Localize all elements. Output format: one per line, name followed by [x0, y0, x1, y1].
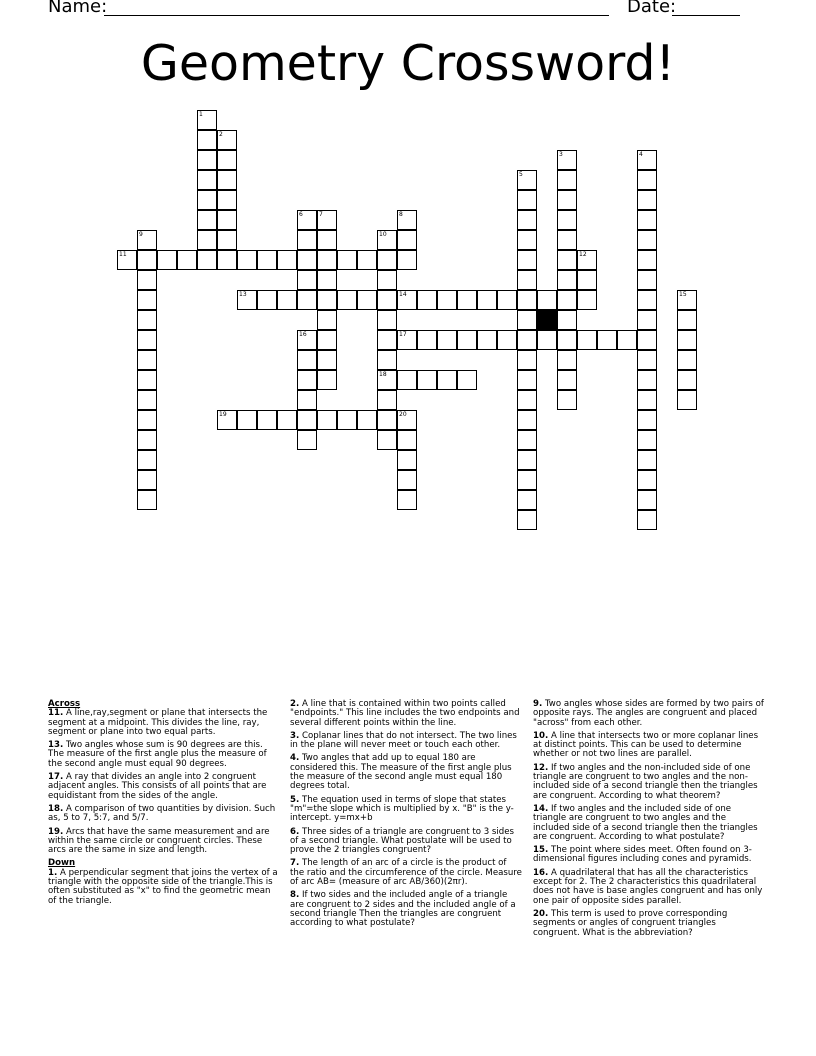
grid-cell[interactable] [517, 310, 537, 330]
grid-cell[interactable] [637, 450, 657, 470]
clue-item [290, 828, 522, 856]
grid-cell[interactable] [377, 290, 397, 310]
grid-cell[interactable] [637, 230, 657, 250]
grid-cell[interactable] [517, 470, 537, 490]
grid-cell[interactable] [377, 410, 397, 430]
grid-cell[interactable] [137, 230, 157, 250]
grid-cell[interactable] [637, 470, 657, 490]
grid-cell[interactable] [317, 250, 337, 270]
clue-item [48, 869, 280, 906]
grid-cell[interactable] [637, 210, 657, 230]
clues-column-1 [48, 700, 280, 910]
clue-item [48, 741, 280, 769]
grid-cell[interactable] [577, 330, 597, 350]
grid-cell[interactable] [397, 470, 417, 490]
grid-cell[interactable] [257, 250, 277, 270]
grid-cell[interactable] [297, 230, 317, 250]
grid-cell[interactable] [417, 330, 437, 350]
grid-cell[interactable] [397, 210, 417, 230]
page-title: Geometry Crossword! [140, 35, 676, 92]
grid-cell[interactable] [557, 370, 577, 390]
grid-cell[interactable] [297, 430, 317, 450]
grid-cell[interactable] [197, 130, 217, 150]
grid-cell[interactable] [437, 330, 457, 350]
grid-cell[interactable] [117, 250, 137, 270]
clue-item [533, 846, 765, 865]
cell-number: 9 [139, 231, 143, 238]
grid-cell[interactable] [557, 270, 577, 290]
clue-item [290, 732, 522, 751]
clue-item [290, 754, 522, 791]
clue-number: 14. [533, 803, 549, 814]
grid-cell[interactable] [557, 390, 577, 410]
grid-cell[interactable] [557, 150, 577, 170]
cell-number: 6 [299, 211, 303, 218]
grid-cell[interactable] [137, 270, 157, 290]
clues-column-3 [533, 700, 765, 942]
grid-cell[interactable] [677, 310, 697, 330]
grid-cell[interactable] [517, 350, 537, 370]
grid-cell[interactable] [377, 350, 397, 370]
grid-cell[interactable] [677, 350, 697, 370]
grid-cell[interactable] [297, 350, 317, 370]
clue-number: 3. [290, 730, 300, 741]
across-clue-list [48, 709, 280, 855]
grid-cell[interactable] [517, 390, 537, 410]
grid-cell[interactable] [557, 350, 577, 370]
clues-column-2 [290, 700, 522, 933]
grid-cell[interactable] [217, 250, 237, 270]
clue-text: Three sides of a triangle are congruent to 3 sides of a second triangle. What postulate will be used to prove the 2 triangles congruent? [290, 826, 514, 856]
clue-text: A line that is contained within two points called "endpoints." This line includes the two endpoints and several different points within the line. [290, 699, 520, 728]
grid-cell[interactable] [337, 410, 357, 430]
cell-number: 8 [399, 211, 403, 218]
clue-text: A quadrilateral that has all the characteristics except for 2. The 2 characteristics this quadrilateral does not have is base angles congruent and has only one pair of opposite sides parallel. [533, 867, 763, 906]
clue-number: 16. [533, 867, 549, 878]
grid-cell[interactable] [277, 410, 297, 430]
clue-text: Arcs that have the same measurement and are within the same circle or congruent circles. These arcs are the same in size and length. [48, 826, 270, 856]
clue-number: 10. [533, 730, 549, 741]
grid-cell[interactable] [197, 210, 217, 230]
grid-cell[interactable] [317, 350, 337, 370]
grid-cell[interactable] [357, 250, 377, 270]
grid-cell[interactable] [557, 170, 577, 190]
grid-cell[interactable] [197, 110, 217, 130]
grid-cell[interactable] [397, 490, 417, 510]
grid-cell[interactable] [217, 130, 237, 150]
grid-cell[interactable] [377, 430, 397, 450]
grid-cell[interactable] [577, 290, 597, 310]
grid-cell[interactable] [517, 450, 537, 470]
clue-text: The equation used in terms of slope that states "m"=the slope which is multiplied by x. "B" is the y-intercept. y=mx+b [290, 794, 514, 824]
grid-cell[interactable] [517, 490, 537, 510]
grid-cell[interactable] [637, 390, 657, 410]
clue-number: 9. [533, 699, 543, 709]
grid-cell[interactable] [637, 510, 657, 530]
grid-cell[interactable] [637, 350, 657, 370]
grid-cell[interactable] [137, 310, 157, 330]
grid-cell[interactable] [197, 170, 217, 190]
cell-number: 20 [399, 411, 407, 418]
grid-cell[interactable] [597, 330, 617, 350]
grid-cell[interactable] [417, 290, 437, 310]
grid-cell[interactable] [297, 290, 317, 310]
grid-cell[interactable] [397, 290, 417, 310]
grid-cell[interactable] [197, 190, 217, 210]
grid-cell[interactable] [157, 250, 177, 270]
clue-number: 4. [290, 753, 300, 764]
grid-cell[interactable] [497, 290, 517, 310]
down-clue-list [533, 700, 765, 938]
clue-item [290, 796, 522, 824]
grid-cell[interactable] [397, 430, 417, 450]
grid-cell[interactable] [137, 410, 157, 430]
clue-number: 19. [48, 826, 64, 837]
grid-cell[interactable] [637, 170, 657, 190]
clue-number: 17. [48, 772, 64, 783]
grid-cell[interactable] [577, 250, 597, 270]
grid-cell[interactable] [237, 290, 257, 310]
clue-text: If two angles and the included side of one triangle are congruent to two angles and the included side of a second triangle then the triangles are congruent. According to what postulate? [533, 803, 758, 842]
grid-cell[interactable] [357, 290, 377, 310]
grid-cell[interactable] [317, 270, 337, 290]
grid-cell[interactable] [517, 230, 537, 250]
grid-cell[interactable] [477, 290, 497, 310]
clue-number: 15. [533, 845, 549, 856]
clue-number: 8. [290, 890, 300, 901]
grid-cell[interactable] [297, 250, 317, 270]
cell-number: 3 [559, 151, 563, 158]
grid-cell[interactable] [317, 290, 337, 310]
grid-cell[interactable] [677, 290, 697, 310]
grid-cell[interactable] [517, 370, 537, 390]
grid-cell[interactable] [557, 250, 577, 270]
grid-cell[interactable] [217, 170, 237, 190]
clue-text: If two angles and the non-included side of one triangle are congruent to two angles and the non-included side of a second triangle then the triangles are congruent. According to what theorem? [533, 762, 758, 801]
grid-cell[interactable] [517, 330, 537, 350]
date-label: Date: [627, 0, 677, 17]
grid-cell[interactable] [297, 270, 317, 290]
grid-cell[interactable] [537, 290, 557, 310]
grid-cell[interactable] [457, 330, 477, 350]
cell-number: 4 [639, 151, 643, 158]
grid-cell[interactable] [437, 290, 457, 310]
grid-cell[interactable] [637, 430, 657, 450]
clue-text: A ray that divides an angle into 2 congruent adjacent angles. This consists of all points that are equidistant from the sides of the angle. [48, 772, 267, 801]
grid-cell[interactable] [317, 310, 337, 330]
grid-cell[interactable] [637, 490, 657, 510]
cell-number: 17 [399, 331, 407, 338]
grid-cell[interactable] [177, 250, 197, 270]
grid-cell[interactable] [137, 330, 157, 350]
grid-cell[interactable] [557, 330, 577, 350]
grid-cell[interactable] [617, 330, 637, 350]
grid-cell[interactable] [297, 210, 317, 230]
grid-cell[interactable] [577, 270, 597, 290]
clue-number: 11. [48, 708, 64, 719]
grid-cell[interactable] [337, 290, 357, 310]
clue-text: Two angles whose sum is 90 degrees are this. The measure of the first angle plus the measure of the second angle must equal 90 degrees. [48, 740, 267, 769]
clue-number: 7. [290, 858, 300, 869]
cell-number: 1 [199, 111, 203, 118]
clue-text: The point where sides meet. Often found on 3-dimensional figures including cones and pyramids. [533, 845, 752, 865]
grid-cell[interactable] [317, 210, 337, 230]
clue-item [48, 805, 280, 824]
grid-cell[interactable] [297, 410, 317, 430]
grid-cell[interactable] [517, 210, 537, 230]
grid-cell[interactable] [637, 330, 657, 350]
grid-cell[interactable] [237, 410, 257, 430]
clue-text: A line that intersects two or more coplanar lines at distinct points. This can be used to determine whether or not two lines are parallel. [533, 730, 759, 760]
grid-cell[interactable] [637, 290, 657, 310]
cell-number: 10 [379, 231, 387, 238]
grid-cell[interactable] [377, 270, 397, 290]
grid-cell[interactable] [397, 330, 417, 350]
grid-cell[interactable] [377, 250, 397, 270]
grid-cell[interactable] [637, 410, 657, 430]
clue-number: 20. [533, 908, 549, 919]
clue-item [533, 910, 765, 938]
clue-number: 1. [48, 867, 58, 878]
clue-number: 13. [48, 740, 64, 751]
grid-cell[interactable] [557, 230, 577, 250]
grid-cell[interactable] [137, 290, 157, 310]
clue-item [533, 700, 765, 728]
grid-cell[interactable] [557, 210, 577, 230]
clue-text: Coplanar lines that do not intersect. The two lines in the plane will never meet or touch each other. [290, 730, 517, 751]
grid-cell[interactable] [277, 250, 297, 270]
grid-cell[interactable] [637, 370, 657, 390]
across-heading: Across [48, 699, 81, 709]
grid-cell[interactable] [137, 490, 157, 510]
grid-cell[interactable] [457, 290, 477, 310]
clue-item [290, 891, 522, 928]
grid-cell[interactable] [337, 250, 357, 270]
cell-number: 19 [219, 411, 227, 418]
name-label: Name: [48, 0, 108, 17]
grid-cell[interactable] [557, 190, 577, 210]
grid-cell[interactable] [137, 470, 157, 490]
grid-cell[interactable] [297, 330, 317, 350]
grid-cell[interactable] [137, 430, 157, 450]
grid-cell[interactable] [217, 210, 237, 230]
grid-cell[interactable] [637, 310, 657, 330]
grid-cell[interactable] [517, 270, 537, 290]
down-clue-list [290, 700, 522, 929]
clue-text: This term is used to prove corresponding segments or angles of congruent triangles congruent. What is the abbreviation? [533, 908, 728, 938]
clue-item [533, 805, 765, 842]
grid-cell[interactable] [517, 190, 537, 210]
clue-item [48, 709, 280, 737]
grid-cell[interactable] [317, 330, 337, 350]
grid-cell[interactable] [297, 370, 317, 390]
grid-cell[interactable] [137, 350, 157, 370]
grid-cell[interactable] [537, 330, 557, 350]
grid-cell[interactable] [517, 250, 537, 270]
clue-number: 18. [48, 803, 64, 814]
clue-text: A perpendicular segment that joins the vertex of a triangle with the opposite side of the triangle.This is often substituted as "x" to find the geometric mean of the triangle. [48, 867, 278, 906]
grid-cell[interactable] [557, 310, 577, 330]
grid-cell[interactable] [217, 190, 237, 210]
grid-cell[interactable] [317, 410, 337, 430]
clue-text: A line,ray,segment or plane that intersects the segment at a midpoint. This divides the line, ray, segment or plane into two equal parts. [48, 708, 268, 737]
grid-cell[interactable] [637, 250, 657, 270]
grid-cell[interactable] [217, 410, 237, 430]
cell-number: 2 [219, 131, 223, 138]
cell-number: 18 [379, 371, 387, 378]
grid-cell[interactable] [197, 230, 217, 250]
cell-number: 16 [299, 331, 307, 338]
clue-item [290, 700, 522, 728]
grid-cell[interactable] [637, 270, 657, 290]
clue-text: If two sides and the included angle of a triangle are congruent to 2 sides and the included angle of a second triangle Then the triangles are congruent according to what postulate? [290, 890, 516, 929]
grid-cell[interactable] [437, 370, 457, 390]
grid-cell[interactable] [517, 410, 537, 430]
cell-number: 14 [399, 291, 407, 298]
clue-item [290, 859, 522, 887]
grid-cell[interactable] [297, 390, 317, 410]
clue-item [533, 764, 765, 801]
down-heading: Down [48, 858, 76, 869]
grid-cell[interactable] [377, 310, 397, 330]
grid-cell[interactable] [517, 510, 537, 530]
grid-cell[interactable] [397, 370, 417, 390]
clue-text: Two angles whose sides are formed by two pairs of opposite rays. The angles are congruent and placed "across" from each other. [533, 699, 764, 728]
grid-cell[interactable] [377, 390, 397, 410]
grid-cell[interactable] [217, 150, 237, 170]
clue-item [533, 732, 765, 760]
clue-text: The length of an arc of a circle is the product of the ratio and the circumference of the circle. Measure of arc AB= (measure of arc AB/360)(2πr). [290, 858, 522, 888]
grid-cell[interactable] [257, 290, 277, 310]
grid-cell[interactable] [397, 410, 417, 430]
cell-number: 15 [679, 291, 687, 298]
down-clue-list [48, 869, 280, 906]
clue-number: 6. [290, 826, 300, 837]
grid-cell[interactable] [557, 290, 577, 310]
grid-cell[interactable] [397, 250, 417, 270]
clue-item [48, 773, 280, 801]
grid-cell[interactable] [277, 290, 297, 310]
grid-cell-black [537, 310, 557, 330]
grid-cell[interactable] [217, 230, 237, 250]
grid-cell[interactable] [397, 230, 417, 250]
grid-cell[interactable] [377, 330, 397, 350]
grid-cell[interactable] [637, 190, 657, 210]
grid-cell[interactable] [457, 370, 477, 390]
grid-cell[interactable] [317, 230, 337, 250]
grid-cell[interactable] [377, 230, 397, 250]
grid-cell[interactable] [677, 390, 697, 410]
grid-cell[interactable] [137, 450, 157, 470]
cell-number: 12 [579, 251, 587, 258]
grid-cell[interactable] [517, 290, 537, 310]
clue-number: 5. [290, 794, 300, 805]
grid-cell[interactable] [137, 370, 157, 390]
grid-cell[interactable] [197, 150, 217, 170]
grid-cell[interactable] [517, 170, 537, 190]
grid-cell[interactable] [477, 330, 497, 350]
grid-cell[interactable] [197, 250, 217, 270]
grid-cell[interactable] [317, 370, 337, 390]
grid-cell[interactable] [357, 410, 377, 430]
clue-text: A comparison of two quantities by division. Such as, 5 to 7, 5:7, and 5/7. [48, 803, 276, 824]
grid-cell[interactable] [397, 450, 417, 470]
clue-number: 12. [533, 762, 549, 773]
clue-text: Two angles that add up to equal 180 are considered this. The measure of the first angle plus the measure of the second angle must equal 180 degrees total. [290, 753, 512, 792]
grid-cell[interactable] [237, 250, 257, 270]
grid-cell[interactable] [517, 430, 537, 450]
cell-number: 13 [239, 291, 247, 298]
clue-number: 2. [290, 699, 300, 709]
grid-cell[interactable] [677, 370, 697, 390]
cell-number: 7 [319, 211, 323, 218]
grid-cell[interactable] [257, 410, 277, 430]
grid-cell[interactable] [637, 150, 657, 170]
grid-cell[interactable] [377, 370, 397, 390]
grid-cell[interactable] [137, 390, 157, 410]
grid-cell[interactable] [497, 330, 517, 350]
grid-cell[interactable] [677, 330, 697, 350]
clue-item [533, 869, 765, 906]
grid-cell[interactable] [137, 250, 157, 270]
grid-cell[interactable] [417, 370, 437, 390]
cell-number: 5 [519, 171, 523, 178]
clue-item [48, 828, 280, 856]
cell-number: 11 [119, 251, 127, 258]
